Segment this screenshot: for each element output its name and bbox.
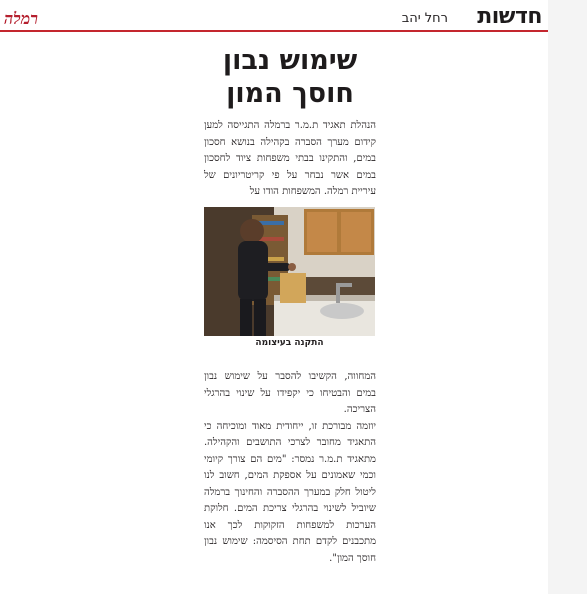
author-name: רחל יהב bbox=[401, 11, 448, 26]
paragraph-1: הנהלת תאגיד ת.מ.ר ברמלה התגייסה למען קידום מערך הסברה בקהילה בנושא חסכון במים, והתקינו בבתי משפחות ציוד לחסכון במים אשר נבחר על פי קריטריונים של עיריית רמלה. המשפחות הודו על bbox=[204, 120, 376, 197]
paragraph-3: יוזמה מבורכת זו, ייחודית מאוד ומוכיחה כי התאגיד מחובר לצרכי התושבים והקהילה. מתאגיד ת.מ.ר נמסר: "מים הם צורך קיומי וכמי שאמונים על אספקת המים, חשוב לנו ליטול חלק במערך ההסברה והחינוך ברמלה שיוביל לשינוי בהרגלי צריכת המים. חלוקת הערכות למשפחות הזקוקות לכך אנו מתכבנים לקדם תחת הסיסמה: שימוש נבון חוסך המון". bbox=[204, 420, 376, 564]
article-intro bbox=[204, 118, 376, 201]
photo-caption: התקנה בעיצומה bbox=[255, 338, 324, 348]
paragraph-2: המחווה, הקשיבו להסבר על שימוש נבון במים והבטיחו כי יקפידו על שינוי בהרגלי הצריכה. bbox=[204, 371, 376, 415]
article-body bbox=[204, 369, 376, 567]
installation-photo bbox=[204, 207, 375, 336]
city-name: רמלה bbox=[4, 9, 39, 28]
header-rule bbox=[0, 30, 548, 32]
article-photo bbox=[204, 207, 375, 336]
section-title: חדשות bbox=[477, 4, 542, 29]
headline-line-1: שימוש נבון bbox=[222, 45, 358, 76]
page-margin bbox=[548, 0, 587, 594]
page-header bbox=[0, 6, 548, 30]
article-headline bbox=[195, 44, 385, 110]
headline-line-2: חוסך המון bbox=[226, 78, 354, 109]
